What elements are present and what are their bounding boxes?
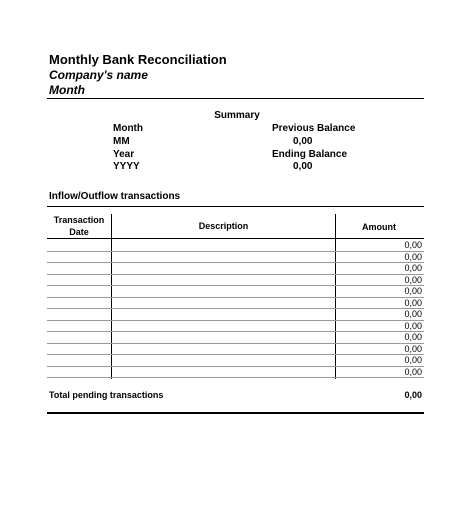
- total-pending-label: Total pending transactions: [49, 390, 164, 400]
- column-header-description: Description: [198, 221, 249, 231]
- amount-cell: 0,00: [404, 355, 422, 365]
- amount-cell: 0,00: [404, 263, 422, 273]
- ending-balance-label: Ending Balance: [272, 149, 348, 160]
- summary-year-value: YYYY: [113, 161, 140, 172]
- amount-cell: 0,00: [404, 240, 422, 250]
- amount-cell: 0,00: [404, 332, 422, 342]
- column-header-date-line1: Transaction: [53, 215, 105, 225]
- summary-month-value: MM: [113, 136, 130, 147]
- total-divider: [47, 412, 424, 414]
- total-pending-value: 0,00: [404, 390, 422, 400]
- amount-cell: 0,00: [404, 297, 422, 308]
- column-header-amount: Amount: [362, 222, 396, 232]
- amount-cell: 0,00: [404, 366, 422, 377]
- previous-balance-label: Previous Balance: [272, 123, 356, 134]
- table-header-divider: [47, 238, 424, 239]
- month-header: Month: [49, 83, 85, 97]
- column-header-date-line2: Date: [69, 227, 89, 237]
- ending-balance-value: 0,00: [293, 161, 313, 172]
- amount-cell: 0,00: [404, 309, 422, 319]
- amount-cell: 0,00: [404, 274, 422, 285]
- section-divider: [47, 206, 424, 207]
- summary-month-label: Month: [113, 123, 143, 134]
- table-row: [47, 377, 424, 378]
- summary-title: Summary: [214, 110, 260, 121]
- amount-cell: 0,00: [404, 320, 422, 331]
- document-title: Monthly Bank Reconciliation: [49, 52, 227, 67]
- amount-cell: 0,00: [404, 286, 422, 296]
- amount-cell: 0,00: [404, 251, 422, 262]
- transactions-section-title: Inflow/Outflow transactions: [49, 191, 181, 202]
- amount-cell: 0,00: [404, 343, 422, 354]
- header-divider: [47, 98, 424, 99]
- summary-year-label: Year: [113, 149, 135, 160]
- previous-balance-value: 0,00: [293, 136, 313, 147]
- company-name: Company's name: [49, 68, 148, 82]
